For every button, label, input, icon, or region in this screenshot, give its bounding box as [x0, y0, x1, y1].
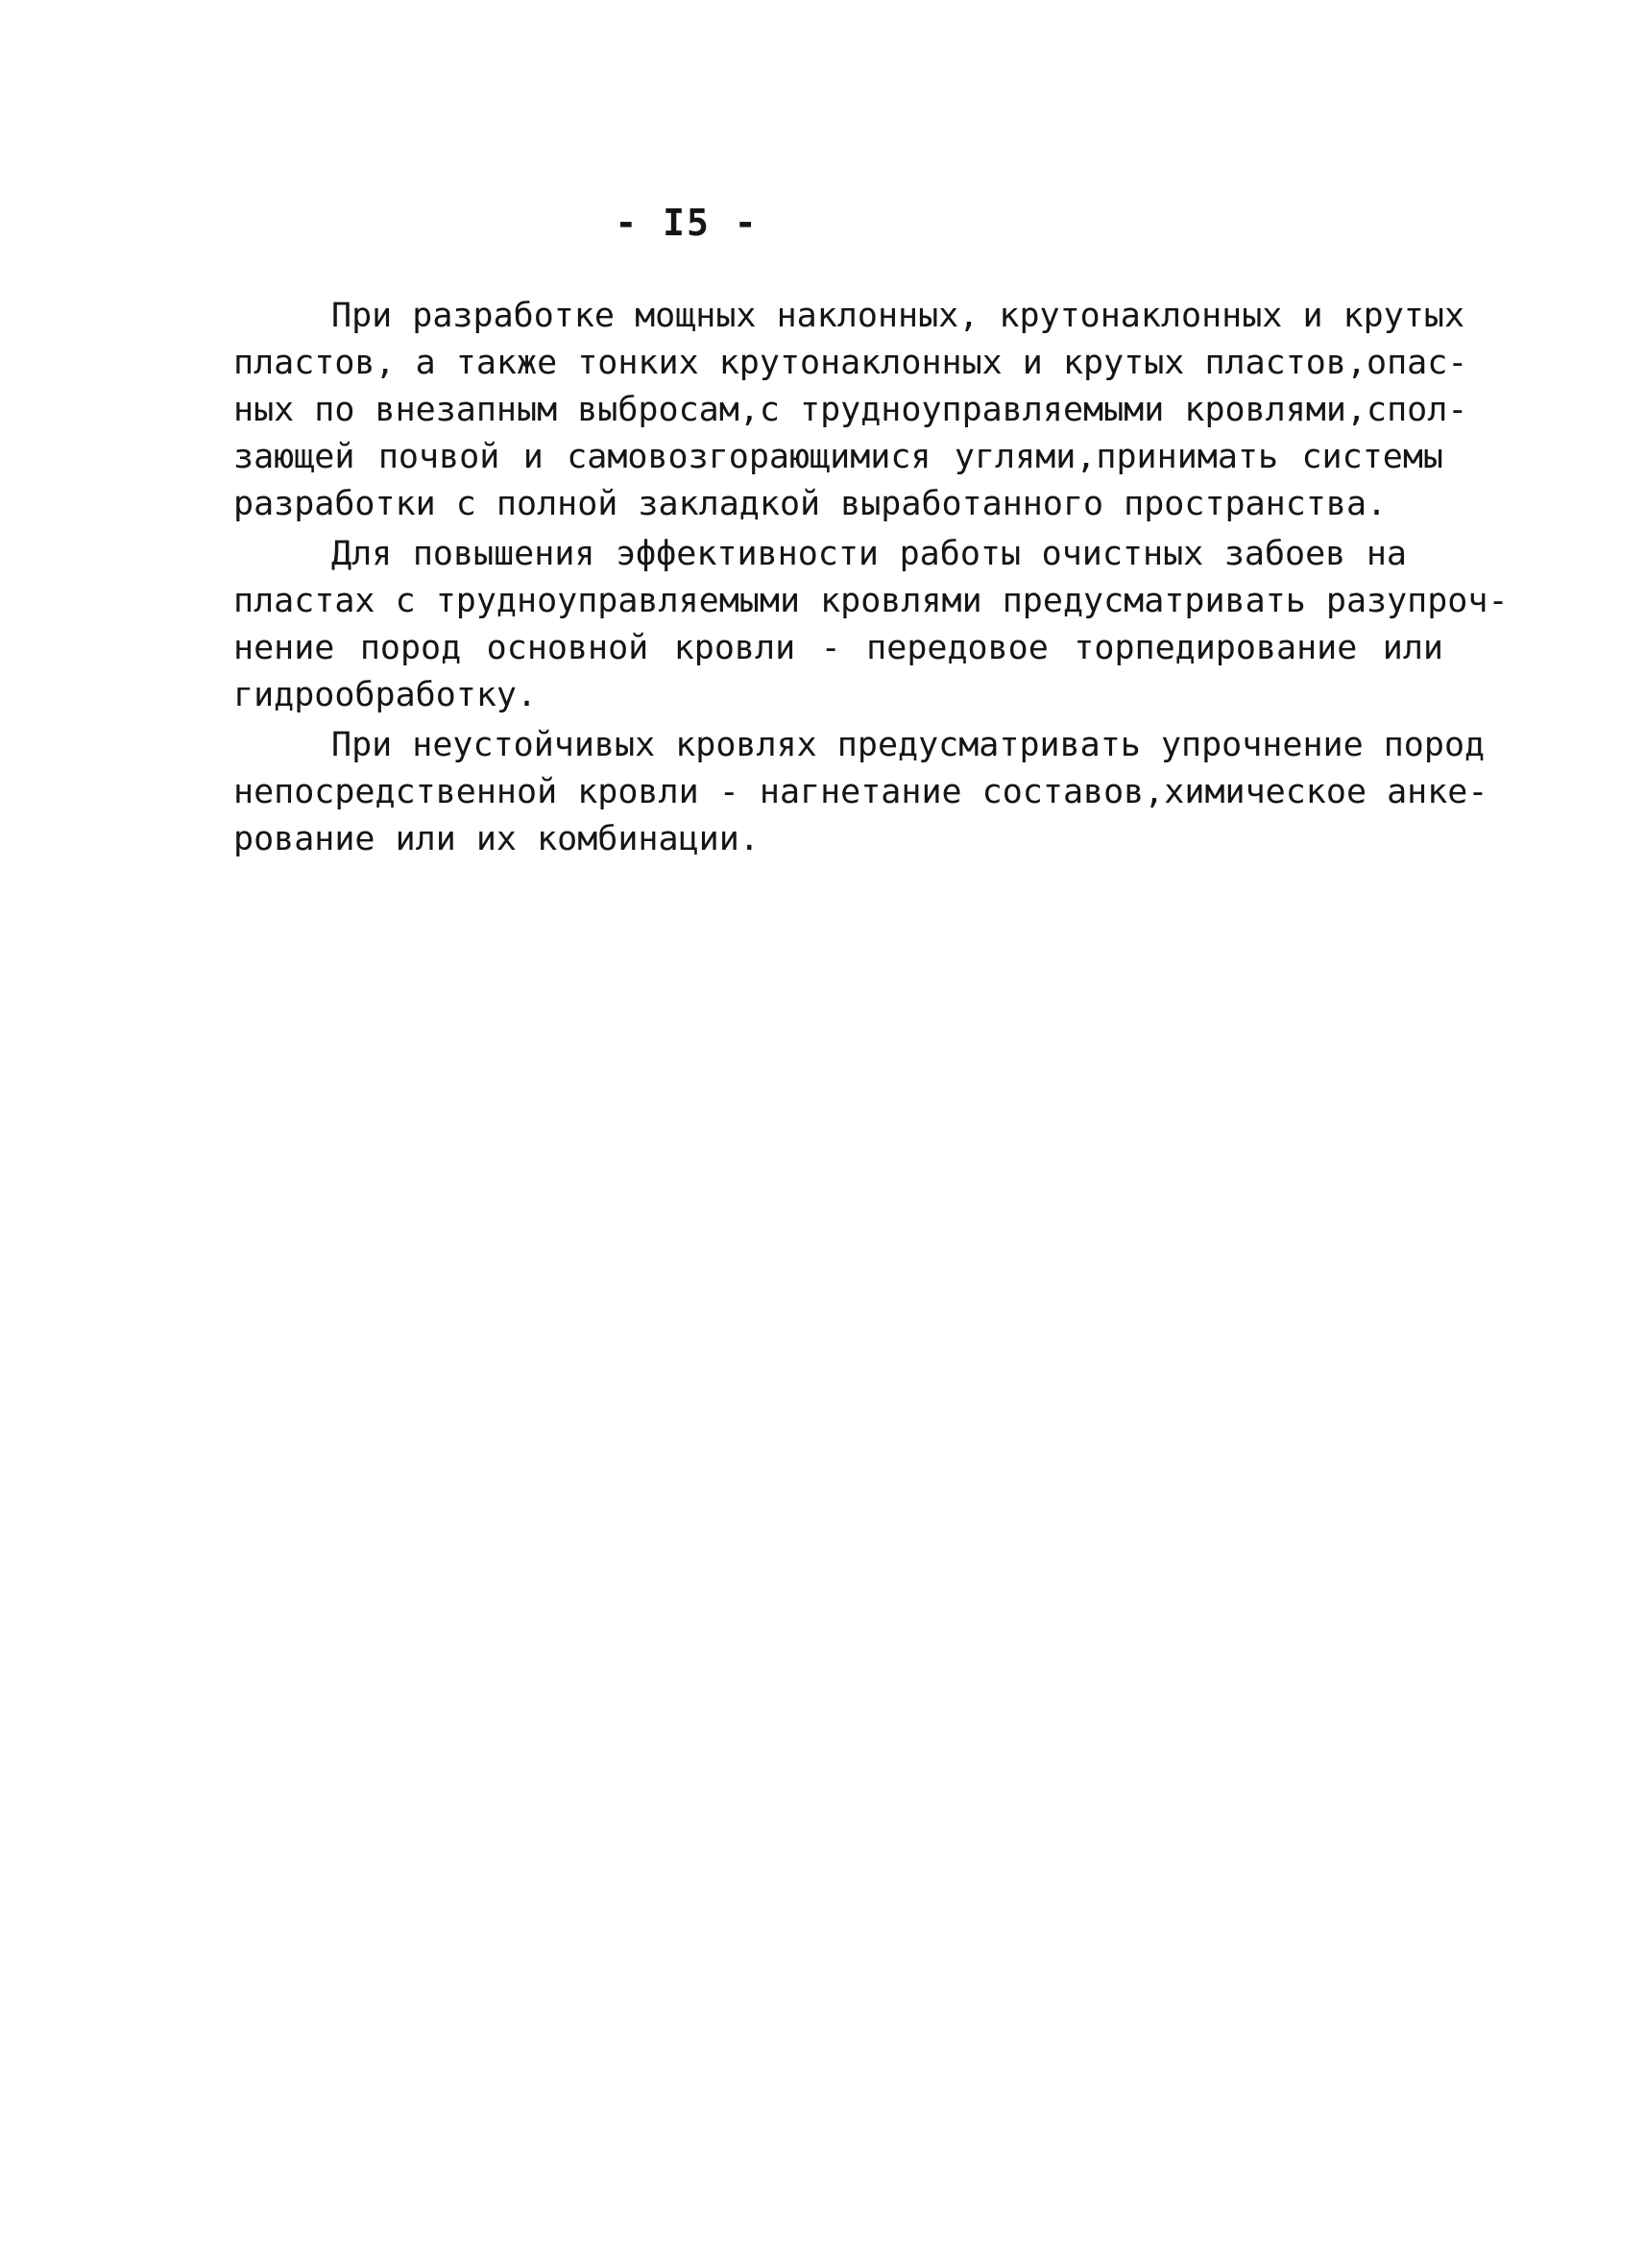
paragraph-line: При разработке мощных наклонных, крутонаклонных и крутых [331, 297, 1465, 335]
paragraph-line: ных по внезапным выбросам,с трудноуправляемыми кровлями,спол- [233, 391, 1468, 429]
paragraph-line: пластов, а также тонких крутонаклонных и крутых пластов,опас- [233, 344, 1468, 382]
paragraph-line: пластах с трудноуправляемыми кровлями предусматривать разупроч- [233, 582, 1509, 620]
paragraph-line: непосредственной кровли - нагнетание составов,химическое анке- [233, 773, 1488, 811]
paragraph-line: При неустойчивых кровлях предусматривать упрочнение пород [331, 726, 1486, 764]
page-number: - I5 - [615, 202, 759, 244]
paragraph-line: Для повышения эффективности работы очистных забоев на [331, 535, 1407, 573]
paragraph-line: нение пород основной кровли - передовое торпедирование или [233, 629, 1443, 667]
paragraph-line: рование или их комбинации. [233, 820, 760, 858]
paragraph-line: гидрообработку. [233, 676, 538, 714]
paragraph-line: зающей почвой и самовозгорающимися углями,принимать системы [233, 438, 1443, 476]
paragraph-line: разработки с полной закладкой выработанного пространства. [233, 485, 1388, 523]
